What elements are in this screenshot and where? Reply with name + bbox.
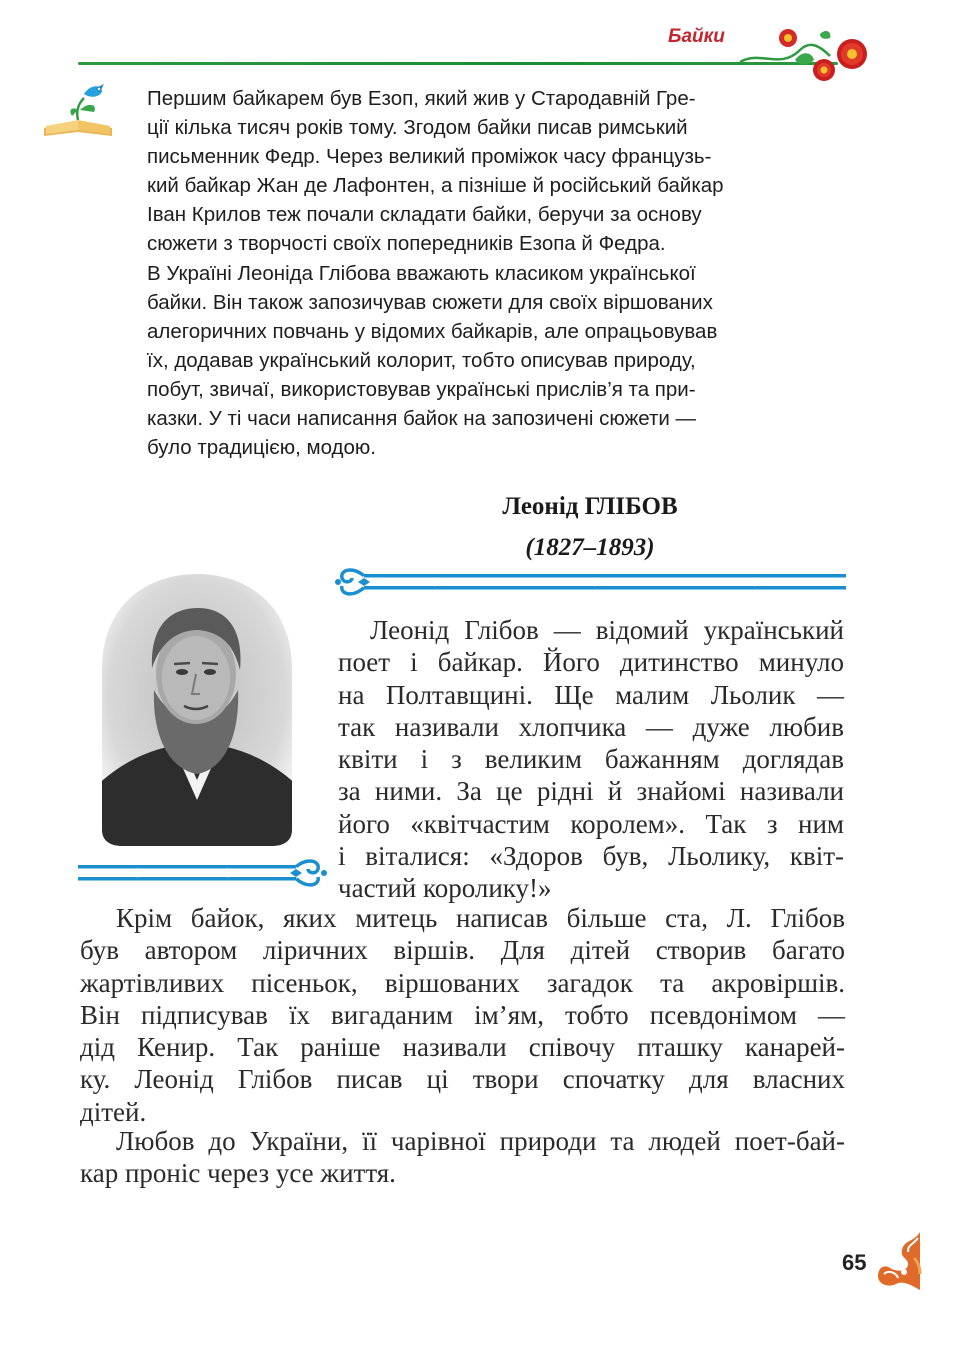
text-line: було традицією, модою. [147,436,376,459]
flower-ornament-icon [740,20,880,88]
bio-paragraph-3 [80,1125,845,1190]
text-line: за ними. За це рідні й знайомі називали [338,776,844,807]
text-line: його «квітчастим королем». Так з ним [338,808,844,839]
scroll-ornament-icon [78,855,328,891]
intro-paragraph-1 [147,84,845,258]
text-line: побут, звичаї, використовував українські прислів’я та при- [147,378,696,401]
text-line: В Україні Леоніда Глібова вважають класиком української [147,262,696,285]
text-line: Леонід Глібов — відомий український [370,615,844,645]
text-line: сюжети з творчості своїх попередників Езопа й Федра. [147,232,666,255]
text-line: так називали хлопчика — дуже любив [338,711,844,742]
bird-on-book-icon [40,82,118,142]
section-title: Байки [668,26,725,47]
text-line: і віталися: «Здоров був, Льолику, квіт- [338,841,844,872]
text-line: жартівливих пісеньок, віршованих загадок та акровіршів. [80,967,845,998]
text-line: їх, додавав український колорит, тобто описував природу, [147,349,696,372]
text-line: Крім байок, яких митець написав більше ста, Л. Глібов [116,903,845,933]
text-line: був автором ліричних віршів. Для дітей створив багато [80,935,845,966]
text-line: письменник Федр. Через великий проміжок часу французь- [147,145,712,168]
text-line: ції кілька тисяч років тому. Згодом байки писав римський [147,116,688,139]
text-line: алегоричних повчань у відомих байкарів, але опрацьовував [147,320,718,343]
text-line: казки. У ті часи написання байок на запозичені сюжети — [147,407,697,430]
text-line: квіти і з великим бажанням доглядав [338,744,844,775]
text-line: поет і байкар. Його дитинство минуло [338,647,844,678]
text-line: Іван Крилов теж почали складати байки, беручи за основу [147,203,702,226]
text-line: на Полтавщині. Ще малим Льолик — [338,679,844,710]
text-line: дід Кенир. Так раніше називали співочу пташку канарей- [80,1032,845,1063]
text-line: кий байкар Жан де Лафонтен, а пізніше й російський байкар [147,174,724,197]
text-line: Любов до України, її чарівної природи та людей поет-бай- [116,1126,845,1156]
author-years: (1827–1893) [525,534,655,561]
bio-paragraph-2 [80,902,845,1128]
text-line: байки. Він також запозичував сюжети для своїх віршованих [147,291,713,314]
text-line: Першим байкарем був Езоп, який жив у Стародавній Гре- [147,87,696,110]
portrait-image [92,570,302,848]
author-name: Леонід ГЛІБОВ [502,493,678,520]
corner-ornament-icon [874,1228,924,1294]
scroll-ornament-icon [334,564,848,600]
text-line: частий королику!» [338,873,552,904]
bio-paragraph-1 [338,614,844,905]
page-number: 65 [842,1250,867,1275]
intro-paragraph-2 [147,259,845,462]
text-line: ку. Леонід Глібов писав ці твори спочатку для власних [80,1064,845,1095]
text-line: кар проніс через усе життя. [80,1158,396,1189]
text-line: Він підписував їх вигаданим ім’ям, тобто псевдонімом — [80,999,845,1030]
text-line: дітей. [80,1096,147,1127]
header-divider-line [78,62,838,65]
